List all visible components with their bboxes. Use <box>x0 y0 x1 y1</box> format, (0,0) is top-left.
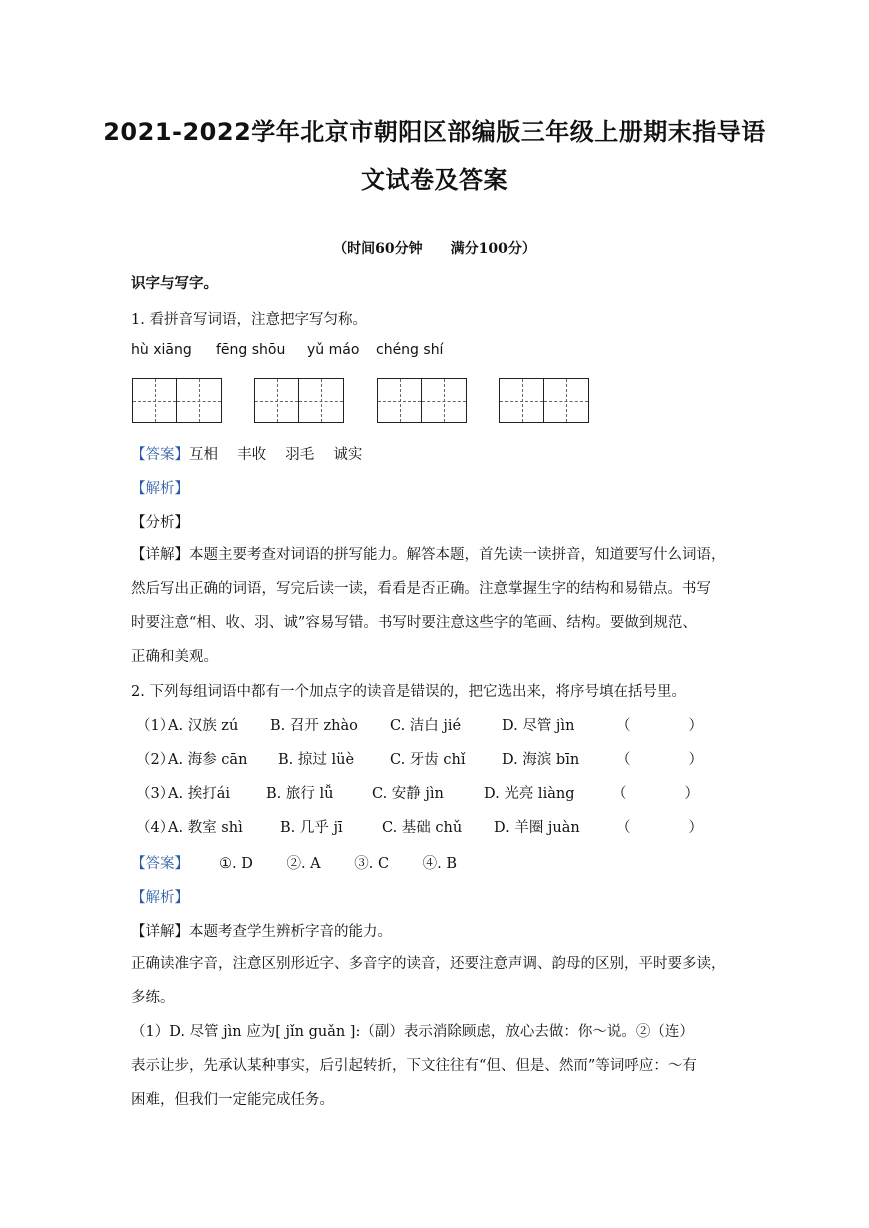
option-a: A. 挨打ái <box>168 786 230 802</box>
detail-label: 【详解】 <box>131 547 189 563</box>
option-d: D. 羊圈 juàn <box>494 820 580 836</box>
option-b: B. 旅行 lǚ <box>266 786 334 802</box>
writing-grid-1[interactable] <box>132 378 222 423</box>
detail-line: 本题主要考查对词语的拼写能力。解答本题，首先读一读拼音，知道要写什么词语， <box>189 547 726 563</box>
option-b: B. 几乎 jī <box>280 820 343 836</box>
option-c: C. 安静 jìn <box>372 786 444 802</box>
answer-label: 【答案】 <box>131 856 189 872</box>
detail-line: 困难，但我们一定能完成任务。 <box>131 1092 334 1108</box>
tianzige-cell[interactable] <box>299 378 344 423</box>
option-d: D. 尽管 jìn <box>502 718 575 734</box>
document-title-line1: 2021-2022学年北京市朝阳区部编版三年级上册期末指导语 <box>103 118 766 146</box>
writing-grid-2[interactable] <box>254 378 344 423</box>
tianzige-cell[interactable] <box>544 378 589 423</box>
answer-blank[interactable]: （ ） <box>616 752 703 768</box>
answer-text: ①. D ②. A ③. C ④. B <box>219 856 458 872</box>
row-number: （1） <box>136 718 175 734</box>
option-c: C. 牙齿 chǐ <box>390 752 466 768</box>
tianzige-cell[interactable] <box>377 378 422 423</box>
option-a: A. 汉族 zú <box>168 718 239 734</box>
option-b: B. 掠过 lüè <box>278 752 355 768</box>
detail-label: 【详解】 <box>131 924 189 940</box>
option-a: A. 海参 cān <box>168 752 248 768</box>
q1-fenxi-label: 【分析】 <box>131 515 189 531</box>
question-1-prompt: 1. 看拼音写词语，注意把字写匀称。 <box>131 312 367 328</box>
tianzige-cell[interactable] <box>499 378 544 423</box>
tianzige-cell[interactable] <box>254 378 299 423</box>
pinyin-3: yǔ máo <box>307 342 360 358</box>
tianzige-cell[interactable] <box>422 378 467 423</box>
detail-line: 正确和美观。 <box>131 649 218 665</box>
row-number: （3） <box>136 786 175 802</box>
row-number: （2） <box>136 752 175 768</box>
q2-answer <box>131 852 457 873</box>
answer-blank[interactable]: （ ） <box>612 786 699 802</box>
q1-answer <box>131 443 362 464</box>
q2-detail <box>131 947 741 1117</box>
document-title-line2: 文试卷及答案 <box>361 166 508 194</box>
pinyin-1: hù xiāng <box>131 342 192 358</box>
detail-line: 时要注意“相、收、羽、诚”容易写错。书写时要注意这些字的笔画、结构。要做到规范、 <box>131 615 697 631</box>
option-c: C. 基础 chǔ <box>382 820 463 836</box>
option-a: A. 教室 shì <box>168 820 243 836</box>
detail-line: 然后写出正确的词语，写完后读一读，看看是否正确。注意掌握生字的结构和易错点。书写 <box>131 581 711 597</box>
detail-line: 本题考查学生辨析字音的能力。 <box>189 924 392 940</box>
answer-label: 【答案】 <box>131 447 189 463</box>
question-2-prompt: 2. 下列每组词语中都有一个加点字的读音是错误的，把它选出来，将序号填在括号里。 <box>131 684 686 700</box>
time-score-info: （时间60分钟 满分100分） <box>333 241 536 257</box>
q2-analysis-label: 【解析】 <box>131 890 189 906</box>
answer-blank[interactable]: （ ） <box>616 820 703 836</box>
option-b: B. 召开 zhào <box>270 718 358 734</box>
q2-detail-first <box>131 920 392 941</box>
writing-grid-3[interactable] <box>377 378 467 423</box>
row-number: （4） <box>136 820 175 836</box>
writing-grid-4[interactable] <box>499 378 589 423</box>
pinyin-4: chéng shí <box>376 342 444 358</box>
detail-line: 表示让步，先承认某种事实，后引起转折，下文往往有“但、但是、然而”等词呼应：～有 <box>131 1058 697 1074</box>
option-d: D. 海滨 bīn <box>502 752 580 768</box>
q1-detail <box>131 538 741 674</box>
tianzige-cell[interactable] <box>132 378 177 423</box>
section-heading: 识字与写字。 <box>131 275 218 292</box>
detail-line: 多练。 <box>131 990 175 1006</box>
option-c: C. 洁白 jié <box>390 718 462 734</box>
detail-line: （1）D. 尽管 jìn 应为[ jǐn guǎn ]:（副）表示消除顾虑，放心去做：你～说。②（连） <box>131 1024 694 1040</box>
option-d: D. 光亮 liàng <box>484 786 575 802</box>
answer-text: 互相 丰收 羽毛 诚实 <box>189 447 363 463</box>
q1-analysis-label: 【解析】 <box>131 481 189 497</box>
tianzige-cell[interactable] <box>177 378 222 423</box>
detail-line: 正确读准字音，注意区别形近字、多音字的读音，还要注意声调、韵母的区别，平时要多读， <box>131 956 726 972</box>
answer-blank[interactable]: （ ） <box>616 718 703 734</box>
pinyin-2: fēng shōu <box>216 342 286 358</box>
